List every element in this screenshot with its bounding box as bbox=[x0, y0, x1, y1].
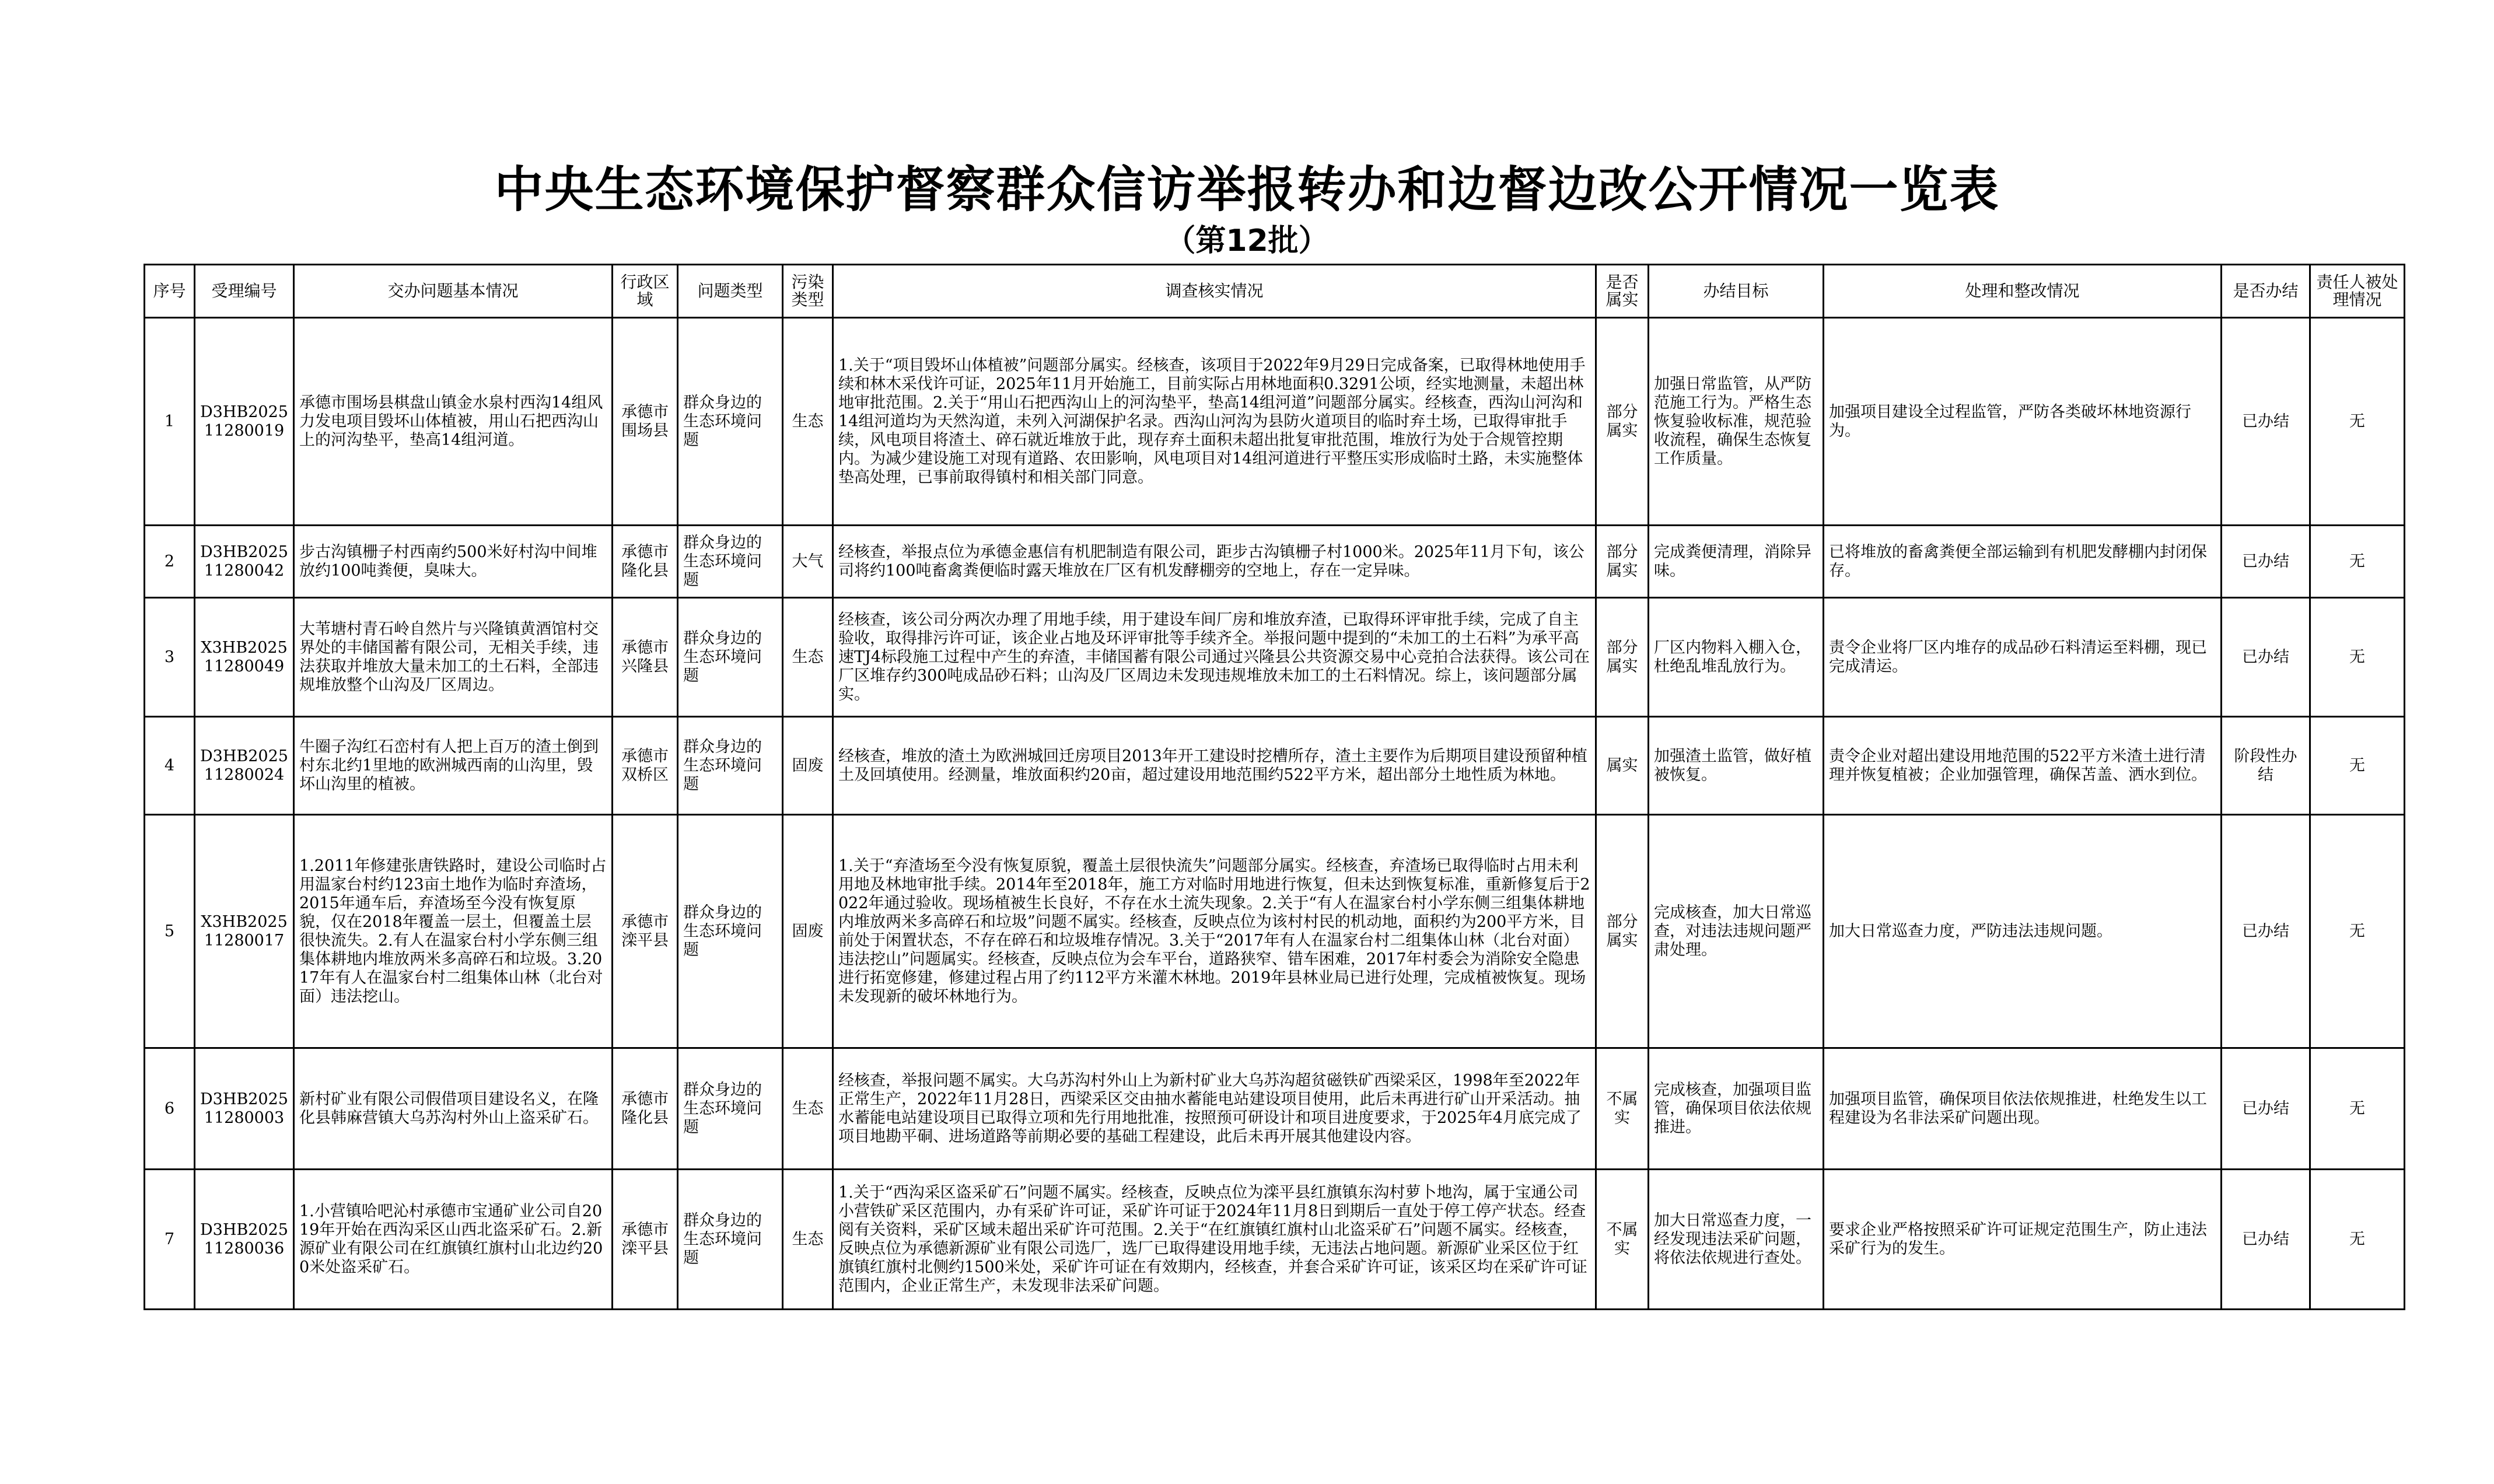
cell-verified: 部分属实 bbox=[1596, 815, 1649, 1048]
cell-rectification: 责令企业将厂区内堆存的成品砂石料清运至料棚，现已完成清运。 bbox=[1824, 598, 2222, 717]
header-pollution: 污染类型 bbox=[783, 265, 833, 318]
cell-verified: 部分属实 bbox=[1596, 318, 1649, 526]
cell-code: X3HB202511280049 bbox=[195, 598, 294, 717]
cell-rectification: 加强项目监管，确保项目依法依规推进，杜绝发生以工程建设为名非法采矿问题出现。 bbox=[1824, 1048, 2222, 1170]
cell-accountability: 无 bbox=[2310, 526, 2405, 598]
table-row bbox=[145, 1170, 2405, 1310]
cell-seq: 5 bbox=[145, 815, 195, 1048]
cell-investigation: 1.关于“项目毁坏山体植被”问题部分属实。经核查，该项目于2022年9月29日完成备案，已取得林地使用手续和林木采伐许可证，2025年11月开始施工，目前实际占用林地面积0.3291公顷，经实地测量，未超出林地审批范围。2.关于“用山石把西沟山上的河沟垫平，垫高14组河道”问题部分属实。经核查，西沟山河沟和14组河道均为天然沟道，未列入河湖保护名录。西沟山河沟为县防火道项目的临时弃土场，已取得审批手续，风电项目将渣土、碎石就近堆放于此，现存弃土面积未超出批复审批范围，堆放行为处于合规管控期内。为减少建设施工对现有道路、农田影响，风电项目对14组河道进行平整压实形成临时土路，未实施整体垫高处理，已事前取得镇村和相关部门同意。 bbox=[833, 318, 1596, 526]
cell-goal: 加大日常巡查力度，一经发现违法采矿问题，将依法依规进行查处。 bbox=[1649, 1170, 1824, 1310]
cell-goal: 完成粪便清理，消除异味。 bbox=[1649, 526, 1824, 598]
cell-code: X3HB202511280017 bbox=[195, 815, 294, 1048]
cell-pollution: 生态 bbox=[783, 1048, 833, 1170]
cell-issue: 1.小营镇哈吧沁村承德市宝通矿业公司自2019年开始在西沟采区山西北盗采矿石。2.新源矿业有限公司在红旗镇红旗村山北边约200米处盗采矿石。 bbox=[294, 1170, 613, 1310]
cell-rectification: 加大日常巡查力度，严防违法违规问题。 bbox=[1824, 815, 2222, 1048]
header-investigation: 调查核实情况 bbox=[833, 265, 1596, 318]
cell-code: D3HB202511280003 bbox=[195, 1048, 294, 1170]
cell-seq: 6 bbox=[145, 1048, 195, 1170]
header-verified: 是否属实 bbox=[1596, 265, 1649, 318]
cell-accountability: 无 bbox=[2310, 1048, 2405, 1170]
cell-goal: 加强日常监管，从严防范施工行为。严格生态恢复验收标准，规范验收流程，确保生态恢复工作质量。 bbox=[1649, 318, 1824, 526]
header-rectification: 处理和整改情况 bbox=[1824, 265, 2222, 318]
cell-issue: 1.2011年修建张唐铁路时，建设公司临时占用温家台村约123亩土地作为临时弃渣场，2015年通车后，弃渣场至今没有恢复原貌，仅在2018年覆盖一层土，但覆盖土层很快流失。2.有人在温家台村小学东侧三组集体耕地内堆放两米多高碎石和垃圾。3.2017年有人在温家台村二组集体山林（北台对面）违法挖山。 bbox=[294, 815, 613, 1048]
cell-verified: 不属实 bbox=[1596, 1170, 1649, 1310]
cell-region: 承德市滦平县 bbox=[613, 815, 678, 1048]
cell-goal: 完成核查，加强项目监管，确保项目依法依规推进。 bbox=[1649, 1048, 1824, 1170]
cell-closed: 已办结 bbox=[2222, 815, 2310, 1048]
cell-pollution: 生态 bbox=[783, 598, 833, 717]
cell-type: 群众身边的生态环境问题 bbox=[678, 318, 783, 526]
cell-seq: 2 bbox=[145, 526, 195, 598]
cell-rectification: 加强项目建设全过程监管，严防各类破坏林地资源行为。 bbox=[1824, 318, 2222, 526]
table-row bbox=[145, 318, 2405, 526]
cell-verified: 部分属实 bbox=[1596, 598, 1649, 717]
cell-goal: 厂区内物料入棚入仓，杜绝乱堆乱放行为。 bbox=[1649, 598, 1824, 717]
cell-issue: 承德市围场县棋盘山镇金水泉村西沟14组风力发电项目毁坏山体植被，用山石把西沟山上的河沟垫平，垫高14组河道。 bbox=[294, 318, 613, 526]
cell-region: 承德市围场县 bbox=[613, 318, 678, 526]
cell-type: 群众身边的生态环境问题 bbox=[678, 815, 783, 1048]
cell-accountability: 无 bbox=[2310, 717, 2405, 815]
cell-code: D3HB202511280024 bbox=[195, 717, 294, 815]
petition-table bbox=[144, 264, 2405, 1310]
cell-accountability: 无 bbox=[2310, 598, 2405, 717]
page-title: 中央生态环境保护督察群众信访举报转办和边督边改公开情况一览表 bbox=[494, 161, 2000, 218]
header-closed: 是否办结 bbox=[2222, 265, 2310, 318]
cell-goal: 加强渣土监管，做好植被恢复。 bbox=[1649, 717, 1824, 815]
cell-accountability: 无 bbox=[2310, 815, 2405, 1048]
header-region: 行政区域 bbox=[613, 265, 678, 318]
header-code: 受理编号 bbox=[195, 265, 294, 318]
cell-investigation: 经核查，举报点位为承德金惠信有机肥制造有限公司，距步古沟镇栅子村1000米。2025年11月下旬，该公司将约100吨畜禽粪便临时露天堆放在厂区有机发酵棚旁的空地上，存在一定异味。 bbox=[833, 526, 1596, 598]
cell-seq: 1 bbox=[145, 318, 195, 526]
cell-rectification: 要求企业严格按照采矿许可证规定范围生产，防止违法采矿行为的发生。 bbox=[1824, 1170, 2222, 1310]
header-goal: 办结目标 bbox=[1649, 265, 1824, 318]
cell-pollution: 生态 bbox=[783, 318, 833, 526]
cell-type: 群众身边的生态环境问题 bbox=[678, 526, 783, 598]
cell-issue: 步古沟镇栅子村西南约500米好村沟中间堆放约100吨粪便，臭味大。 bbox=[294, 526, 613, 598]
header-accountability: 责任人被处理情况 bbox=[2310, 265, 2405, 318]
cell-verified: 部分属实 bbox=[1596, 526, 1649, 598]
header-issue: 交办问题基本情况 bbox=[294, 265, 613, 318]
cell-rectification: 责令企业对超出建设用地范围的522平方米渣土进行清理并恢复植被；企业加强管理，确保苫盖、洒水到位。 bbox=[1824, 717, 2222, 815]
cell-type: 群众身边的生态环境问题 bbox=[678, 1048, 783, 1170]
cell-goal: 完成核查，加大日常巡查，对违法违规问题严肃处理。 bbox=[1649, 815, 1824, 1048]
cell-rectification: 已将堆放的畜禽粪便全部运输到有机肥发酵棚内封闭保存。 bbox=[1824, 526, 2222, 598]
table-row bbox=[145, 717, 2405, 815]
cell-region: 承德市隆化县 bbox=[613, 1048, 678, 1170]
table-row bbox=[145, 815, 2405, 1048]
cell-closed: 已办结 bbox=[2222, 526, 2310, 598]
cell-investigation: 经核查，该公司分两次办理了用地手续，用于建设车间厂房和堆放弃渣，已取得环评审批手续，完成了自主验收，取得排污许可证，该企业占地及环评审批等手续齐全。举报问题中提到的“未加工的土石料”为承平高速TJ4标段施工过程中产生的弃渣，丰储国蓄有限公司通过兴隆县公共资源交易中心竞拍合法获得。该公司在厂区堆存约300吨成品砂石料；山沟及厂区周边未发现违规堆放未加工的土石料情况。综上，该问题部分属实。 bbox=[833, 598, 1596, 717]
cell-pollution: 生态 bbox=[783, 1170, 833, 1310]
cell-issue: 大苇塘村青石岭自然片与兴隆镇黄酒馆村交界处的丰储国蓄有限公司，无相关手续，违法获取并堆放大量未加工的土石料，全部违规堆放整个山沟及厂区周边。 bbox=[294, 598, 613, 717]
cell-accountability: 无 bbox=[2310, 1170, 2405, 1310]
cell-code: D3HB202511280042 bbox=[195, 526, 294, 598]
cell-region: 承德市滦平县 bbox=[613, 1170, 678, 1310]
cell-issue: 牛圈子沟红石峦村有人把上百万的渣土倒到村东北约1里地的欧洲城西南的山沟里，毁坏山沟里的植被。 bbox=[294, 717, 613, 815]
cell-seq: 3 bbox=[145, 598, 195, 717]
cell-region: 承德市兴隆县 bbox=[613, 598, 678, 717]
cell-code: D3HB202511280036 bbox=[195, 1170, 294, 1310]
cell-closed: 已办结 bbox=[2222, 598, 2310, 717]
cell-closed: 阶段性办结 bbox=[2222, 717, 2310, 815]
cell-pollution: 大气 bbox=[783, 526, 833, 598]
cell-closed: 已办结 bbox=[2222, 1048, 2310, 1170]
table-row bbox=[145, 598, 2405, 717]
cell-investigation: 1.关于“西沟采区盗采矿石”问题不属实。经核查，反映点位为滦平县红旗镇东沟村萝卜地沟，属于宝通公司小营铁矿采区范围内，办有采矿许可证，采矿许可证于2024年11月8日到期后一直处于停工停产状态。经查阅有关资料，采矿区域未超出采矿许可范围。2.关于“在红旗镇红旗村山北盗采矿石”问题不属实。经核查，反映点位为承德新源矿业有限公司选厂，选厂已取得建设用地手续，无违法占地问题。新源矿业采区位于红旗镇红旗村北侧约1500米处，采矿许可证在有效期内，经核查，并套合采矿许可证，该采区均在采矿许可证范围内，企业正常生产，未发现非法采矿问题。 bbox=[833, 1170, 1596, 1310]
cell-type: 群众身边的生态环境问题 bbox=[678, 598, 783, 717]
cell-accountability: 无 bbox=[2310, 318, 2405, 526]
header-seq: 序号 bbox=[145, 265, 195, 318]
cell-pollution: 固废 bbox=[783, 717, 833, 815]
batch-subtitle: （第12批） bbox=[1165, 223, 1329, 258]
table-row bbox=[145, 526, 2405, 598]
table-row bbox=[145, 1048, 2405, 1170]
cell-closed: 已办结 bbox=[2222, 1170, 2310, 1310]
cell-pollution: 固废 bbox=[783, 815, 833, 1048]
cell-type: 群众身边的生态环境问题 bbox=[678, 1170, 783, 1310]
cell-region: 承德市隆化县 bbox=[613, 526, 678, 598]
cell-region: 承德市双桥区 bbox=[613, 717, 678, 815]
cell-seq: 7 bbox=[145, 1170, 195, 1310]
cell-seq: 4 bbox=[145, 717, 195, 815]
cell-closed: 已办结 bbox=[2222, 318, 2310, 526]
table-header-row bbox=[145, 265, 2405, 318]
header-type: 问题类型 bbox=[678, 265, 783, 318]
cell-verified: 不属实 bbox=[1596, 1048, 1649, 1170]
cell-investigation: 1.关于“弃渣场至今没有恢复原貌，覆盖土层很快流失”问题部分属实。经核查，弃渣场已取得临时占用未利用地及林地审批手续。2014年至2018年，施工方对临时用地进行恢复，但未达到恢复标准，重新修复后于2022年通过验收。现场植被生长良好，不存在水土流失现象。2.关于“有人在温家台村小学东侧三组集体耕地内堆放两米多高碎石和垃圾”问题不属实。经核查，反映点位为该村村民的机动地，面积约为200平方米，目前处于闲置状态，不存在碎石和垃圾堆存情况。3.关于“2017年有人在温家台村二组集体山林（北台对面）违法挖山”问题属实。经核查，反映点位为会车平台，道路狭窄、错车困难，2017年村委会为消除安全隐患进行拓宽修建，修建过程占用了约112平方米灌木林地。2019年县林业局已进行处理，完成植被恢复。现场未发现新的破坏林地行为。 bbox=[833, 815, 1596, 1048]
cell-investigation: 经核查，堆放的渣土为欧洲城回迁房项目2013年开工建设时挖槽所存，渣土主要作为后期项目建设预留种植土及回填使用。经测量，堆放面积约20亩，超过建设用地范围约522平方米，超出部分土地性质为林地。 bbox=[833, 717, 1596, 815]
cell-type: 群众身边的生态环境问题 bbox=[678, 717, 783, 815]
cell-verified: 属实 bbox=[1596, 717, 1649, 815]
cell-investigation: 经核查，举报问题不属实。大乌苏沟村外山上为新村矿业大乌苏沟超贫磁铁矿西梁采区，1998年至2022年正常生产，2022年11月28日，西梁采区交由抽水蓄能电站建设项目使用，此后未再进行矿山开采活动。抽水蓄能电站建设项目已取得立项和先行用地批准，按照预可研设计和项目进度要求，于2025年4月底完成了项目地勘平硐、进场道路等前期必要的基础工程建设，此后未再开展其他建设内容。 bbox=[833, 1048, 1596, 1170]
cell-issue: 新村矿业有限公司假借项目建设名义，在隆化县韩麻营镇大乌苏沟村外山上盗采矿石。 bbox=[294, 1048, 613, 1170]
cell-code: D3HB202511280019 bbox=[195, 318, 294, 526]
